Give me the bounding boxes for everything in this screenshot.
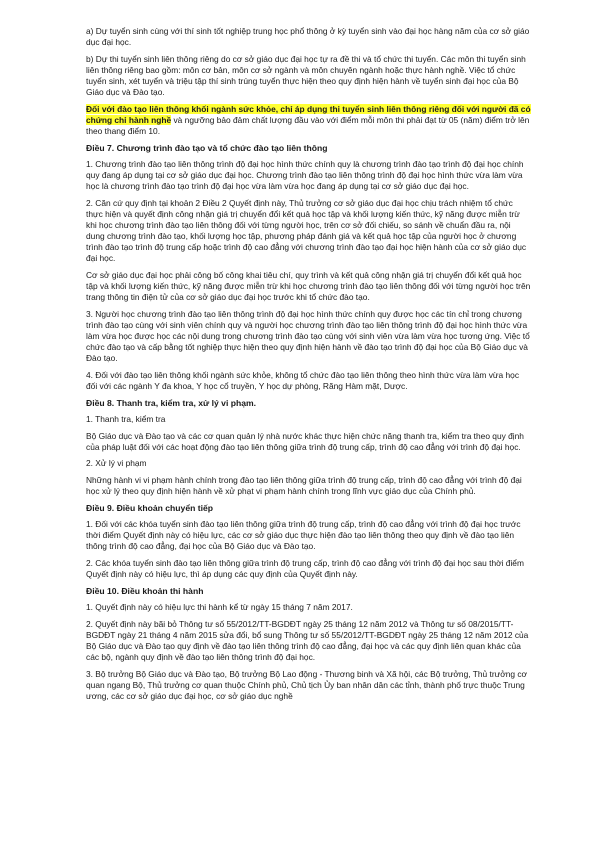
article-8-heading: Điều 8. Thanh tra, kiểm tra, xử lý vi phạm. [86,397,257,408]
paragraph-health-rest: và ngưỡng bảo đảm chất lượng đầu vào với điểm mỗi môn thi phải đạt từ 05 (năm) điểm trở lên theo thang điểm 10. [86,114,530,136]
article-8-clause-2: 2. Xử lý vi phạm [86,458,147,469]
highlighted-text: Đối với đào tạo liên thông khối ngành sức khỏe, chỉ áp dụng thi tuyển sinh liên thông riêng đối với người đã có chứng chỉ hành nghề [86,103,531,125]
article-10-clause-3: 3. Bộ trưởng Bộ Giáo dục và Đào tạo, Bộ trưởng Bộ Lao động - Thương binh và Xã hội, các Bộ trưởng, Thủ trưởng cơ quan ngang Bộ, Thủ trưởng cơ quan thuộc Chính phủ, Chủ tịch Ủy ban nhân dân các tỉnh, thành phố trực thuộc Trung ương, các cơ sở giáo dục đại học, cơ sở giáo dục nghề [86,668,528,701]
article-8-clause-2-body: Những hành vi vi phạm hành chính trong đào tạo liên thông giữa trình độ trung cấp, trình độ cao đẳng với trình độ đại học xử lý theo quy định hiện hành về xử phạt vi phạm hành chính trong lĩnh vực giáo dục của Chính phủ. [86,475,522,497]
article-10-heading: Điều 10. Điều khoản thi hành [86,585,204,596]
article-9-heading: Điều 9. Điều khoản chuyển tiếp [86,502,214,513]
article-10-clause-1: 1. Quyết định này có hiệu lực thi hành kể từ ngày 15 tháng 7 năm 2017. [86,602,353,613]
paragraph-a: a) Dự tuyển sinh cùng với thí sinh tốt nghiệp trung học phổ thông ở kỳ tuyển sinh vào đại học hàng năm của cơ sở giáo dục đại học. [86,26,530,48]
article-7-clause-2-continued: Cơ sở giáo dục đại học phải công bố công khai tiêu chí, quy trình và kết quả công nhận giá trị chuyển đổi kết quả học tập và khối lượng kiến thức, kỹ năng được miễn trừ khi học chương trình đào tạo liên thông đối với từng người học trên trang thông tin điện tử của cơ sở giáo dục đại học trước khi tổ chức đào tạo. [86,269,531,303]
article-8-clause-1-body: Bộ Giáo dục và Đào tạo và các cơ quan quản lý nhà nước khác thực hiện chức năng thanh tra, kiểm tra theo quy định của pháp luật đối với các hoạt động đào tạo liên thông giữa trình độ trung cấp, trình độ cao đẳng với trình độ đại học. [86,430,524,452]
paragraph-b: b) Dự thi tuyển sinh liên thông riêng do cơ sở giáo dục đại học tự ra đề thi và tổ chức thi tuyển. Các môn thi tuyển sinh liên thông riêng bao gồm: môn cơ bản, môn cơ sở ngành và môn chuyên ngành hoặc thực hành nghề. Việc tổ chức tuyển sinh, xét tuyển và triệu tập thí sinh trúng tuyển thực hiện theo quy định hiện hành về tuyển sinh đại học của Bộ Giáo dục và Đào tạo. [86,53,526,98]
article-7-heading: Điều 7. Chương trình đào tạo và tổ chức đào tạo liên thông [86,142,328,153]
article-9-clause-2: 2. Các khóa tuyển sinh đào tạo liên thông giữa trình độ trung cấp, trình độ cao đẳng với trình độ đại học sau thời điểm Quyết định này có hiệu lực, thì áp dụng các quy định của Quyết định này. [86,558,524,580]
article-7-clause-2: 2. Căn cứ quy định tại khoản 2 Điều 2 Quyết định này, Thủ trưởng cơ sở giáo dục đại học chịu trách nhiệm tổ chức thực hiện và quyết định công nhận giá trị chuyển đổi kết quả học tập và khối lượng kiến thức, kỹ năng được miễn trừ khi học chương trình đào tạo liên thông đối với từng người học, trên cơ sở đối chiếu, so sánh về chuẩn đầu ra, nội dung chương trình đào tạo, khối lượng học tập, phương pháp đánh giá và kết quả học tập của người học ở chương trình đào tạo trình độ trung cấp hoặc trình độ cao đẳng với chương trình đào tạo đại học hiện hành của cơ sở giáo dục đại học. [86,197,527,264]
article-7-clause-1: 1. Chương trình đào tạo liên thông trình độ đại học hình thức chính quy là chương trình đào tạo trình độ đại học chính quy đang áp dụng tại cơ sở giáo dục đại học. Chương trình đào tạo liên thông trình độ đại học hình thức vừa làm vừa học là chương trình đào tạo trình độ đại học vừa làm vừa học đang áp dụng tại cơ sở giáo dục đại học. [86,158,524,192]
article-7-clause-4: 4. Đối với đào tạo liên thông khối ngành sức khỏe, không tổ chức đào tạo liên thông theo hình thức vừa làm vừa học đối với các ngành Y đa khoa, Y học cổ truyền, Y học dự phòng, Răng Hàm mặt, Dược. [86,369,520,391]
paragraph-health [86,104,531,137]
article-8-clause-1: 1. Thanh tra, kiểm tra [86,413,166,424]
article-10-clause-2: 2. Quyết định này bãi bỏ Thông tư số 55/2012/TT-BGDĐT ngày 25 tháng 12 năm 2012 và Thông tư số 08/2015/TT-BGDĐT ngày 21 tháng 4 năm 2015 sửa đổi, bổ sung Thông tư số 55/2012/TT-BGDĐT ngày 25 tháng 12 năm 2012 của Bộ Giáo dục và Đào tạo quy định về đào tạo liên thông trình độ cao đẳng, đại học và các quy định liên quan khác của các bộ, ngành quy định về đào tạo liên thông trình độ đại học. [86,618,529,663]
article-7-clause-3: 3. Người học chương trình đào tạo liên thông trình độ đại học hình thức chính quy được học các tín chỉ trong chương trình đào tạo cùng với sinh viên chính quy và người học chương trình đào tạo liên thông trình độ đại học hình thức vừa làm vừa học được học các nội dung trong chương trình đào tạo cùng với sinh viên vừa làm vừa học tương ứng. Việc tổ chức đào tạo và cấp bằng tốt nghiệp thực hiện theo quy định hiện hành về đào tạo trình độ đại học của Bộ Giáo dục và Đào tạo. [86,308,530,364]
article-9-clause-1: 1. Đối với các khóa tuyển sinh đào tạo liên thông giữa trình độ trung cấp, trình độ cao đẳng với trình độ đại học trước thời điểm Quyết định này có hiệu lực, các cơ sở giáo dục thực hiện đào tạo liên thông theo quy định về đào tạo liên thông trình độ cao đẳng, đại học của Bộ Giáo dục và Đào tạo. [86,519,521,552]
